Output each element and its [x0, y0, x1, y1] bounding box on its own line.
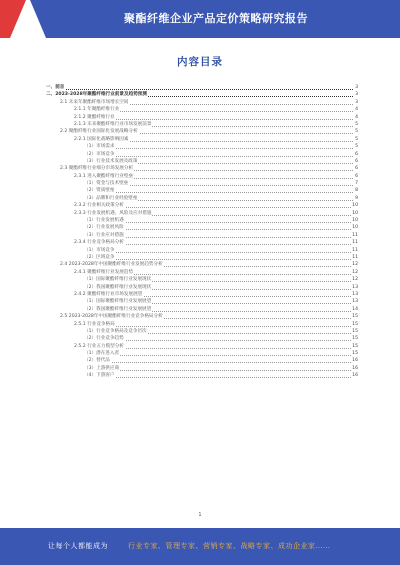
toc-entry[interactable] [46, 284, 358, 291]
toc-entry-text: （2）我国聚酯纤维行业发展展望 [84, 306, 152, 312]
toc-entry-page: 15 [352, 351, 358, 357]
toc-entry-text: 2.3.3 行业发展机遇、风险及应对措施 [74, 210, 152, 216]
toc-entry-text: （1）国际聚酯纤维行业发展现状 [84, 277, 152, 283]
table-of-contents [46, 84, 358, 380]
toc-leader-dots [84, 377, 355, 378]
toc-entry-text: （1）市场需求 [84, 144, 115, 150]
toc-entry-page: 14 [352, 306, 358, 312]
toc-entry[interactable] [46, 321, 358, 328]
footer-roles: 行业专家、管理专家、营销专家、战略专家、成功企业家…… [128, 542, 331, 550]
toc-entry-page: 5 [355, 136, 358, 142]
toc-entry-text: 二、2023-2028年聚酯纤维行业前景及趋势预测 [46, 92, 147, 98]
toc-entry-page: 16 [352, 365, 358, 371]
toc-entry[interactable] [46, 106, 358, 113]
toc-entry-page: 16 [352, 358, 358, 364]
toc-entry-page: 10 [352, 203, 358, 209]
toc-leader-dots [84, 355, 355, 356]
toc-entry-text: （3）行业应对措施 [84, 232, 124, 238]
toc-leader-dots [84, 156, 355, 157]
toc-entry[interactable] [46, 99, 358, 106]
toc-entry-text: 2.4 2023-2028年中国聚酯纤维行业发展趋势分析 [60, 262, 163, 268]
toc-entry-text: 2.1.3 未来聚酯纤维行业市场发展前景 [74, 121, 152, 127]
toc-entry-page: 15 [352, 336, 358, 342]
toc-entry-page: 3 [355, 99, 358, 105]
toc-entry-text: （2）区域竞争 [84, 254, 115, 260]
toc-entry[interactable] [46, 210, 358, 217]
toc-entry-page: 3 [355, 92, 358, 98]
toc-entry-text: 2.2 聚酯纤维行业国际化发展战略分析 [60, 129, 138, 135]
toc-entry-page: 12 [352, 269, 358, 275]
toc-entry-page: 6 [355, 151, 358, 157]
toc-entry-text: （3）品牌和行业经验壁垒 [84, 195, 138, 201]
toc-entry-page: 4 [355, 107, 358, 113]
toc-entry-page: 11 [352, 240, 358, 246]
toc-entry[interactable] [46, 372, 358, 379]
toc-entry-text: 2.5.1 行业竞争格局 [74, 321, 115, 327]
toc-entry-page: 15 [352, 328, 358, 334]
toc-entry[interactable] [46, 128, 358, 135]
toc-entry[interactable] [46, 173, 358, 180]
toc-entry[interactable] [46, 247, 358, 254]
toc-leader-dots [84, 362, 355, 363]
toc-entry[interactable] [46, 306, 358, 313]
toc-entry[interactable] [46, 365, 358, 372]
toc-leader-dots [46, 89, 355, 90]
toc-entry-text: （1）资金与技术壁垒 [84, 181, 129, 187]
toc-entry-text: 2.1 未来年聚酯纤维市场增长空间 [60, 99, 129, 105]
toc-entry-text: 2.3.2 行业相关政策分析 [74, 203, 124, 209]
toc-entry[interactable] [46, 269, 358, 276]
footer-slogan: 让每个人都能成为 [48, 542, 108, 550]
toc-leader-dots [74, 119, 355, 120]
toc-entry[interactable] [46, 343, 358, 350]
toc-entry-page: 7 [355, 181, 358, 187]
toc-entry-text: （1）市场竞争 [84, 247, 115, 253]
toc-entry[interactable] [46, 313, 358, 320]
toc-entry-text: （3）行业技术发展及政策 [84, 158, 138, 164]
toc-entry-text: 2.1.1 年聚酯纤维行业 [74, 107, 120, 113]
toc-entry[interactable] [46, 335, 358, 342]
toc-entry[interactable] [46, 276, 358, 283]
toc-entry-page: 5 [355, 144, 358, 150]
toc-entry-page: 6 [355, 173, 358, 179]
toc-entry-text: 2.4.1 聚酯纤维行业发展趋势 [74, 269, 134, 275]
toc-entry[interactable] [46, 350, 358, 357]
toc-entry-text: （4）下游客户 [84, 373, 115, 379]
toc-entry-page: 11 [352, 232, 358, 238]
toc-entry-page: 5 [355, 129, 358, 135]
toc-entry-page: 4 [355, 114, 358, 120]
toc-leader-dots [84, 252, 355, 253]
toc-entry[interactable] [46, 114, 358, 121]
toc-entry-page: 11 [352, 254, 358, 260]
toc-heading: 内容目录 [177, 56, 223, 68]
toc-entry[interactable] [46, 158, 358, 165]
toc-entry[interactable] [46, 224, 358, 231]
toc-entry[interactable] [46, 180, 358, 187]
toc-entry-text: （2）行业发展风险 [84, 225, 124, 231]
toc-entry-text: （1）行业竞争格局及竞争层次 [84, 328, 147, 334]
toc-entry[interactable] [46, 143, 358, 150]
toc-entry-text: （1）潜在进入者 [84, 351, 120, 357]
toc-leader-dots [84, 148, 355, 149]
toc-entry-page: 13 [352, 284, 358, 290]
toc-entry[interactable] [46, 217, 358, 224]
toc-entry-text: 2.3.4 行业竞争格局分析 [74, 240, 124, 246]
toc-entry-page: 16 [352, 373, 358, 379]
toc-entry-text: 一、前言 [46, 85, 65, 90]
toc-entry-text: （3）上游供应商 [84, 365, 120, 371]
toc-entry[interactable] [46, 165, 358, 172]
toc-leader-dots [84, 370, 355, 371]
toc-entry[interactable] [46, 261, 358, 268]
toc-leader-dots [84, 192, 355, 193]
toc-entry-page: 12 [352, 262, 358, 268]
toc-entry-page: 15 [352, 343, 358, 349]
toc-entry-text: 2.5.2 行业五力模型分析 [74, 343, 124, 349]
toc-entry-text: 2.4.2 聚酯纤维行业市场发展展望 [74, 291, 143, 297]
toc-entry-text: （1）行业发展机遇 [84, 218, 124, 224]
toc-entry-page: 3 [355, 85, 358, 90]
toc-entry-page: 6 [355, 166, 358, 172]
toc-entry-text: （2）行业竞争趋势 [84, 336, 124, 342]
toc-entry-text: （2）替代品 [84, 358, 110, 364]
toc-entry-text: （2）资质壁垒 [84, 188, 115, 194]
toc-entry[interactable] [46, 91, 358, 98]
toc-entry-page: 9 [355, 195, 358, 201]
toc-entry-text: 2.2.1 国际化战略影响因素 [74, 136, 129, 142]
toc-entry[interactable] [46, 195, 358, 202]
toc-entry-text: 2.3.1 进入聚酯纤维行业壁垒 [74, 173, 134, 179]
header-banner [0, 0, 400, 38]
toc-entry-text: 2.3 聚酯纤维行业细分市场发展分析 [60, 166, 134, 172]
toc-entry-page: 15 [352, 314, 358, 320]
toc-entry-text: （2）市场竞争 [84, 151, 115, 157]
toc-entry[interactable] [46, 187, 358, 194]
toc-entry-page: 10 [352, 218, 358, 224]
toc-entry-page: 5 [355, 121, 358, 127]
toc-entry[interactable] [46, 291, 358, 298]
toc-entry-page: 6 [355, 158, 358, 164]
toc-entry-page: 15 [352, 321, 358, 327]
toc-entry-text: （2）我国聚酯纤维行业发展现状 [84, 284, 152, 290]
toc-entry-page: 10 [352, 225, 358, 231]
toc-leader-dots [74, 326, 355, 327]
page-number: 1 [198, 512, 202, 518]
toc-entry[interactable] [46, 84, 358, 91]
toc-entry-page: 12 [352, 277, 358, 283]
toc-entry-page: 8 [355, 188, 358, 194]
footer-banner [0, 528, 400, 565]
toc-entry[interactable] [46, 136, 358, 143]
toc-entry-page: 10 [352, 210, 358, 216]
toc-entry-text: （1）国际聚酯纤维行业发展展望 [84, 299, 152, 305]
toc-entry[interactable] [46, 298, 358, 305]
toc-entry-text: 2.1.2 聚酯纤维行业 [74, 114, 115, 120]
toc-entry[interactable] [46, 357, 358, 364]
toc-entry[interactable] [46, 232, 358, 239]
toc-entry-text: 2.5 2023-2028年中国聚酯纤维行业竞争格局分析 [60, 314, 163, 320]
toc-entry-page: 13 [352, 291, 358, 297]
toc-entry[interactable] [46, 121, 358, 128]
toc-entry[interactable] [46, 239, 358, 246]
toc-leader-dots [84, 259, 355, 260]
toc-entry-page: 11 [352, 247, 358, 253]
toc-entry[interactable] [46, 202, 358, 209]
toc-entry-page: 13 [352, 299, 358, 305]
toc-entry[interactable] [46, 254, 358, 261]
toc-entry[interactable] [46, 151, 358, 158]
toc-entry[interactable] [46, 328, 358, 335]
report-title: 聚酯纤维企业产品定价策略研究报告 [124, 12, 308, 25]
